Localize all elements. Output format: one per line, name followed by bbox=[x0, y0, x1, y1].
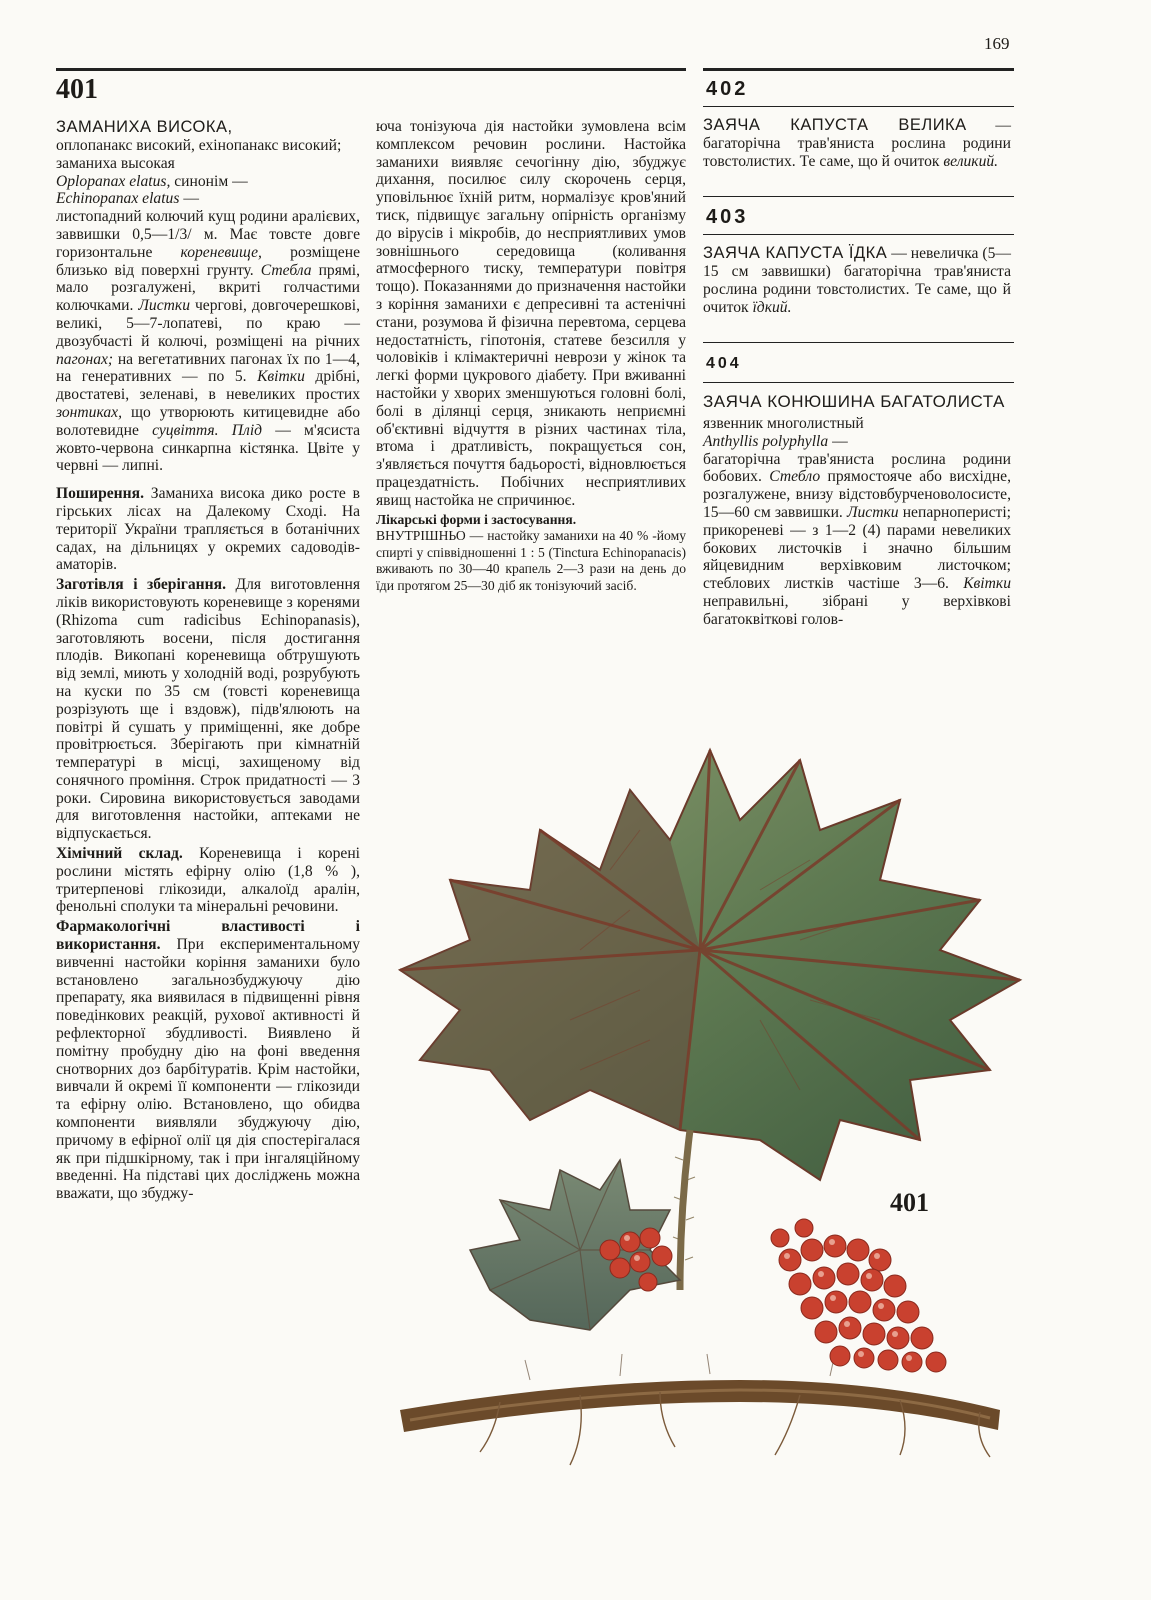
entry-401-number: 401 bbox=[56, 74, 98, 105]
entry-401-synonyms: оплопанакс високий, ехінопанакс високий; bbox=[56, 137, 342, 154]
entry-401-harvest: Заготівля і зберігання. Для виготовлення ліків використовують кореневище з коренями (Rhizoma cum radicibus Echinopanasis), заготовляють восени, після достигання плодів. Викопані кореневища обтрушують від землі, миють у холодній воді, розрубують на куски по 35 см (товсті кореневища розрізують ще і вздовж), підв'ялюють на повітрі й сушать у приміщенні, яке добре провітрюється. Зберігають при кімнатній температурі в місці, захищеному від сонячного проміння. Строк придатності — 3 роки. Сировина використовується заводами для виготовлення настойки, аптеками не відпускається. bbox=[56, 576, 360, 843]
entry-401-title: ЗАМАНИХА ВИСОКА, bbox=[56, 118, 233, 136]
entry-402-number: 402 bbox=[706, 78, 749, 100]
entry-401-column-2 bbox=[376, 118, 686, 594]
entry-402-title: ЗАЯЧА КАПУСТА ВЕЛИКА bbox=[703, 116, 967, 134]
page-number: 169 bbox=[984, 34, 1010, 53]
entry-401-spread: Поширення. Заманиха висока дико росте в гірських лісах на Далекому Сході. На території України трапляється в ботанічних садах, на дільницях у окремих садоводів-аматорів. bbox=[56, 485, 360, 574]
entry-404-description: багаторічна трав'яниста рослина родини бобових. Стебло прямостояче або висхідне, розгалужене, внизу відстовбурченоволосисте, 15—60 см заввишки. Листки непарноперисті; прикореневі — з 1—2 (4) парами невеликих бокових листочків і значно більшим яйцевидним верхівковим листочком; стеблових листків частіше 3—6. Квітки неправильні, зібрані у верхівкові багатоквіткові голов- bbox=[703, 450, 1011, 628]
rhizome bbox=[400, 1380, 1000, 1432]
entry-404-number: 404 bbox=[706, 355, 742, 372]
entry-401-latin-name: Oplopanax elatus, bbox=[56, 172, 171, 190]
top-rule-right bbox=[703, 68, 1014, 71]
entry-401-pharmacology: Фармакологічні властивості і використання. При експериментальному вивченні настойки коріння заманихи було встановлено загальнозбуджуючу дію препарату, яка виявилася в підвищенні рівня поведінкових реакцій, рухової активності й рефлекторної збудливості. Виявлено й помітну пробудну дію на фоні введення снотворних доз барбітуратів. Крім настойки, вивчали й окремі її компоненти — глікозиди та ефірну олію. Встановлено, що обидва компоненти виявляли збуджуючу дію, причому в ефірної олії ця дія спостерігалася як при підшкірному, так і при інгаляційному введенні. На підставі цих досліджень можна вважати, що збуджу- bbox=[56, 918, 360, 1203]
illustration-label: 401 bbox=[890, 1188, 929, 1217]
entry-403-text: ЗАЯЧА КАПУСТА ЇДКА — невеличка (5—15 см заввишки) багаторічна трав'яниста рослина родини товстолистих. Те саме, що й очиток їдкий. bbox=[703, 244, 1011, 316]
top-rule-left bbox=[56, 68, 686, 71]
oplopanax-plant-illustration bbox=[380, 690, 1030, 1490]
entry-401-continuation: юча тонізуюча дія настойки зумовлена всім комплексом речовин рослини. Настойка заманихи виявляє сечогінну дію, збуджує дихання, посилює силу скорочень серця, уповільнює їхній ритм, нормалізує кров'яний тиск, підвищує загальну опірність організму до вірусів і мікробів, до несприятливих умов зовнішнього середовища (коливання атмосферного тиску, температури повітря тощо). Показаннями до призначення настойки з коріння заманихи є депресивні та астенічні стани, розумова й фізична перевтома, серцева недостатність, гіпотонія, статеве безсилля у чоловіків і клімактеричні неврози у жінок та легкі форми цукрового діабету. При вживанні настойки у хворих зменшуються головні болі, болі в ділянці серця, зникають неприємні об'єктивні відчуття в різних частинах тіла, втома і дратливість, покращується сон, з'являється почуття бадьорості, відновлюється працездатність. Побічних несприятливих явищ настойка не спричинює. bbox=[376, 118, 686, 509]
entry-401-forms-heading: Лікарські форми і застосування. bbox=[376, 511, 577, 527]
entry-404-russian-name: язвенник многолистный bbox=[703, 415, 864, 432]
entry-401-latin-line: Oplopanax elatus, синонім — bbox=[56, 172, 248, 190]
entry-404-text bbox=[703, 392, 1011, 629]
entry-403-top-rule bbox=[703, 196, 1014, 197]
entry-404-title: ЗАЯЧА КОНЮШИНА БАГАТОЛИСТА bbox=[703, 392, 1005, 411]
entry-404-latin-line: Anthyllis polyphylla — bbox=[703, 432, 848, 450]
leaf-stalk bbox=[680, 1130, 690, 1290]
entry-403-rule bbox=[703, 234, 1014, 235]
entry-402-text: ЗАЯЧА КАПУСТА ВЕЛИКА — багаторічна трав'яниста рослина родини товстолистих. Те саме, що й очиток великий. bbox=[703, 116, 1011, 170]
entry-401-forms: ВНУТРІШНЬО — настойку заманихи на 40 % -йому спирті у співвідношенні 1 : 5 (Tinctura Echinopanacis) вживають по 30—40 крапель 2—3 рази на день до їди протягом 25—30 діб як тонізуючий засіб. bbox=[376, 528, 686, 593]
entry-401-latin-synonym: Echinopanax elatus — bbox=[56, 190, 199, 208]
entry-401-column-1 bbox=[56, 118, 360, 1203]
entry-402-rule bbox=[703, 106, 1014, 107]
entry-404-rule bbox=[703, 382, 1014, 383]
berry-cluster-right bbox=[771, 1219, 946, 1372]
entry-401-russian-name: заманиха высокая bbox=[56, 154, 175, 172]
entry-404-top-rule bbox=[703, 342, 1014, 343]
entry-403-title: ЗАЯЧА КАПУСТА ЇДКА bbox=[703, 244, 888, 262]
entry-403-number: 403 bbox=[706, 206, 749, 228]
entry-401-description: листопадний колючий кущ родини аралієвих, заввишки 0,5—1/3/ м. Має товсте довге горизонтальне кореневище, розміщене близько від поверхні грунту. Стебла прямі, мало розгалужені, вкриті голчастими колючками. Листки чергові, довгочерешкові, великі, 5—7-лопатеві, по краю — двозубчасті й колючі, розміщені на річних пагонах; на вегетативних пагонах їх по 1—4, на генеративних — по 5. Квітки дрібні, двостатеві, зеленаві, в невеликих простих зонтиках, що утворюють китицевидне або волотевидне суцвіття. Плід — м'ясиста жовто-червона синкарпна кістянка. Цвіте у червні — липні. bbox=[56, 208, 361, 475]
entry-401-chemistry: Хімічний склад. Кореневища і корені рослини містять ефірну олію (1,8 % ), тритерпенові глікозиди, алкалоїд аралін, фенольні сполуки та мінеральні речовини. bbox=[56, 845, 360, 916]
